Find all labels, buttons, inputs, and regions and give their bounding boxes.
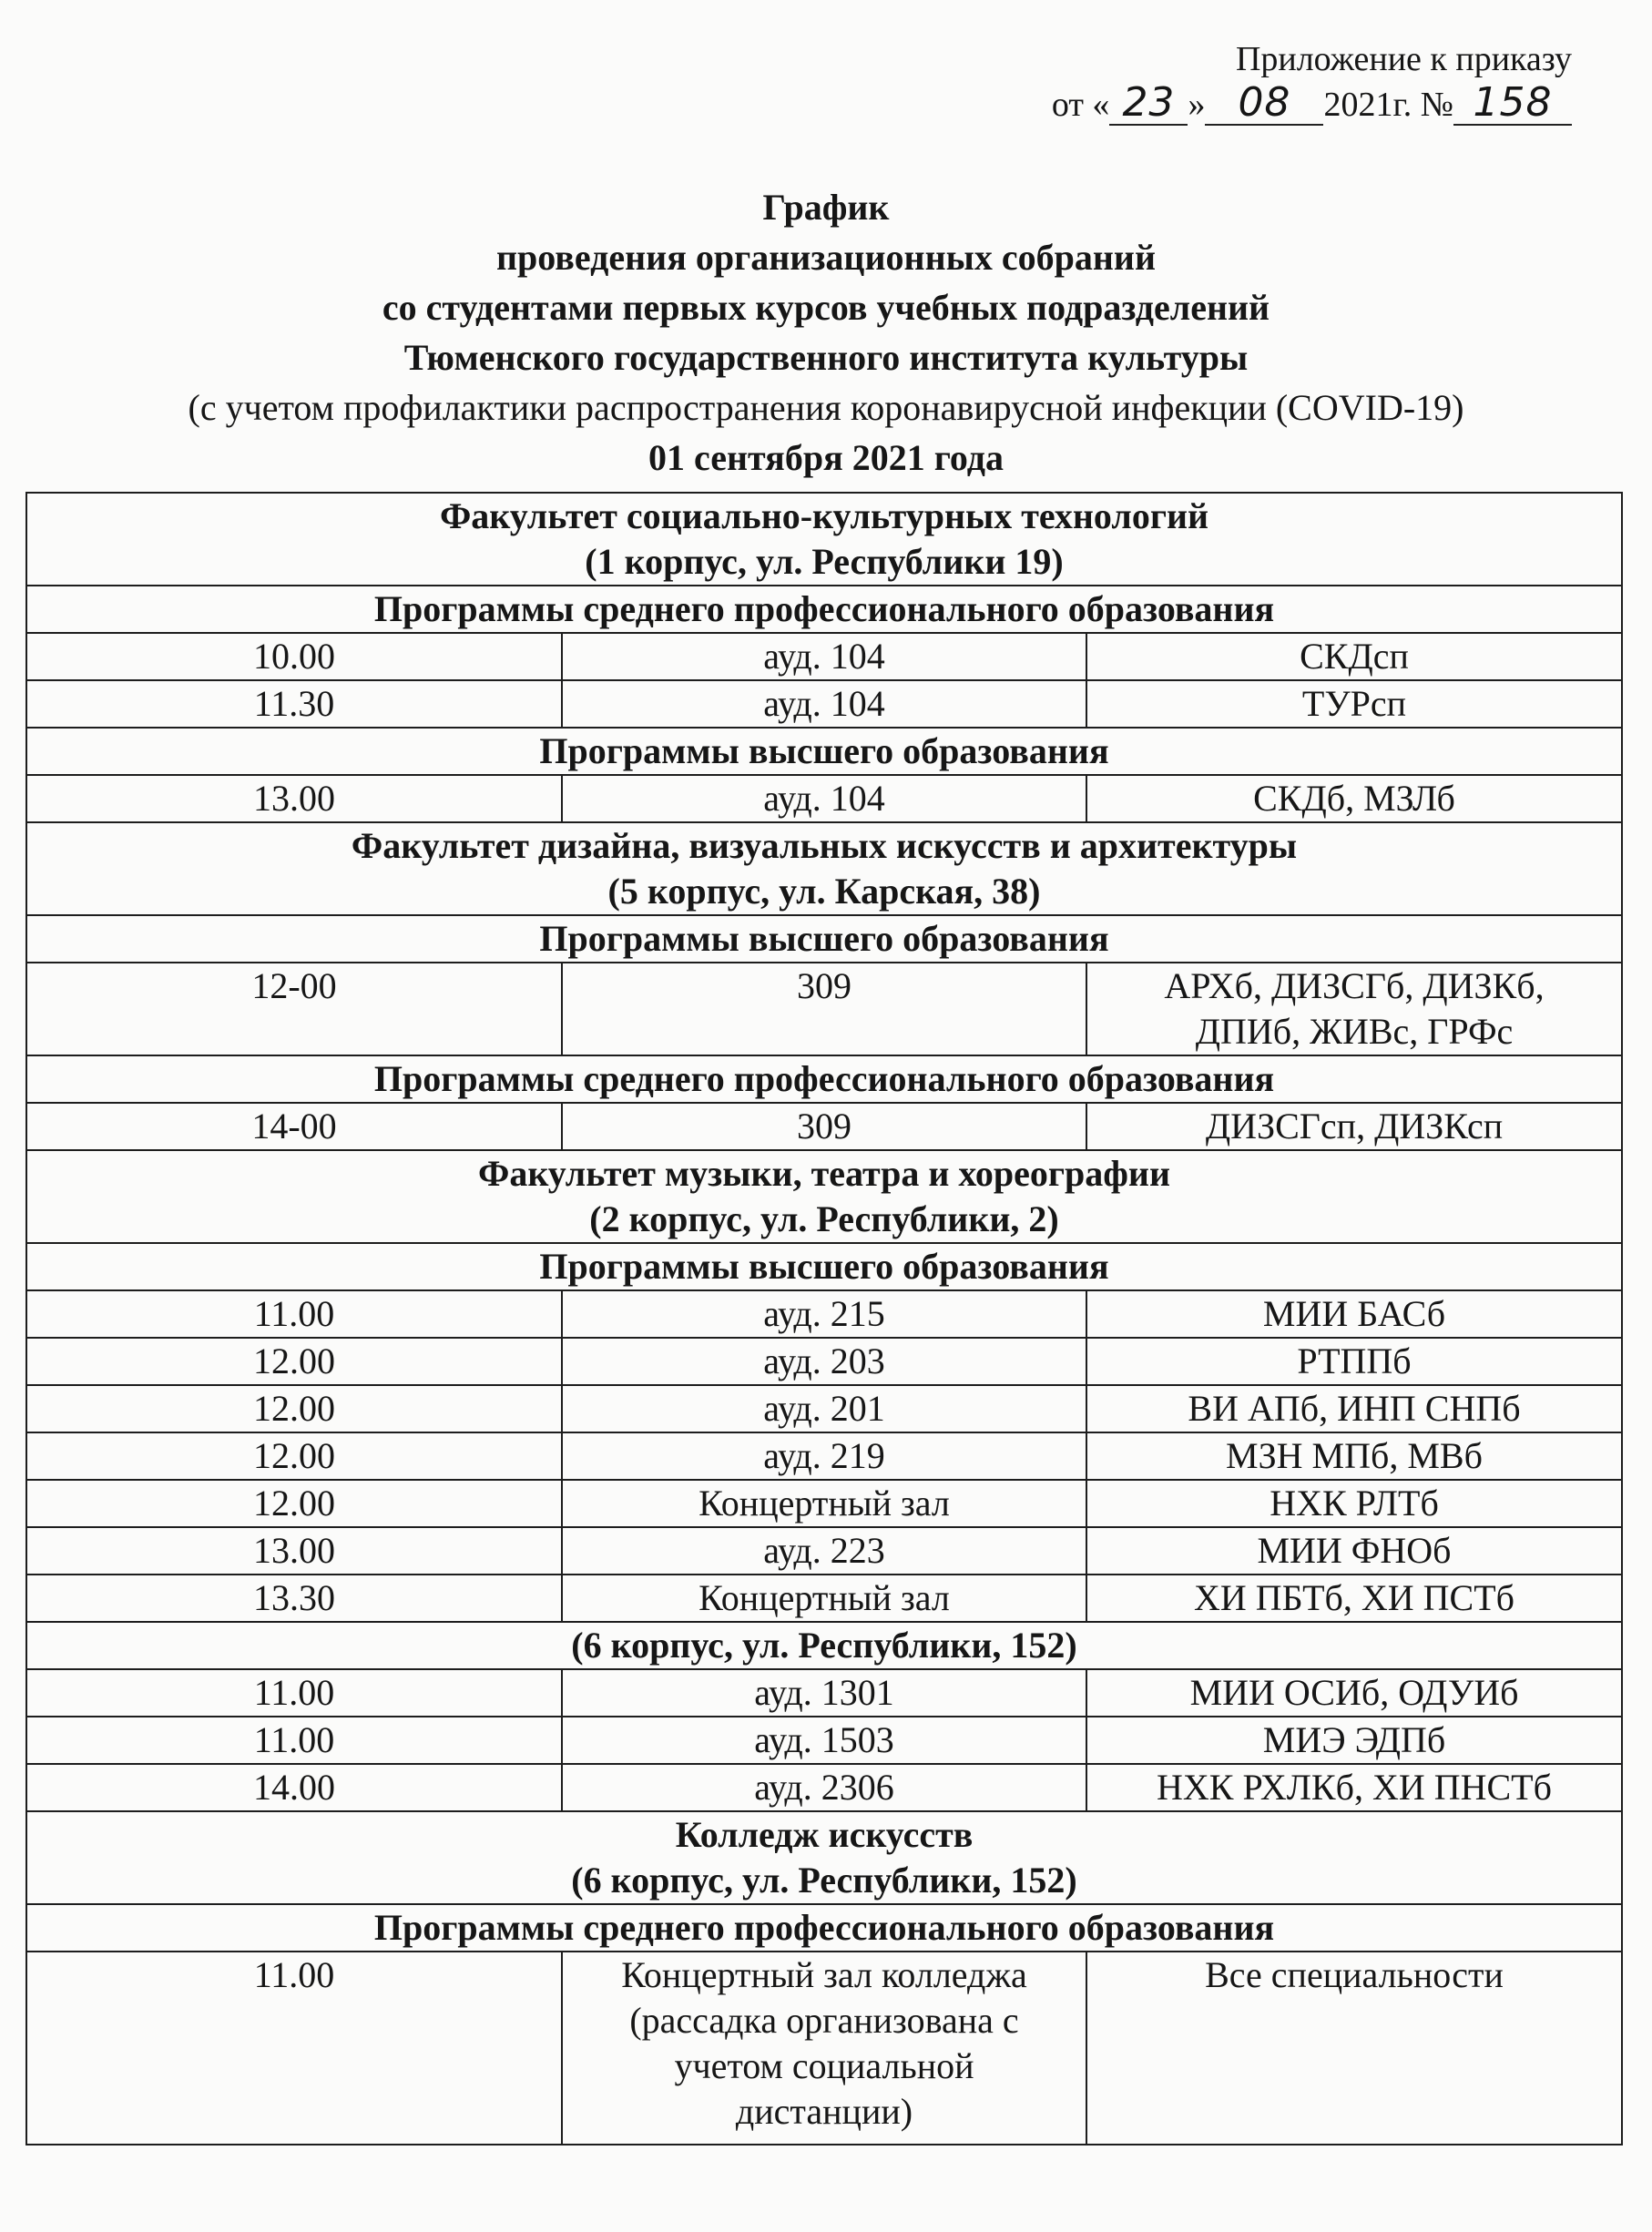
faculty-name: Колледж искусств: [675, 1814, 974, 1855]
table-row: [26, 1717, 1622, 1764]
schedule-table: [25, 492, 1623, 2145]
room-line-3: учетом социальной: [674, 2045, 974, 2086]
title-line-2: проведения организационных собраний: [496, 237, 1156, 278]
groups-cell: МИИ БАСб: [1086, 1290, 1622, 1338]
room-cell: ауд. 203: [562, 1338, 1086, 1385]
time-cell: 11.00: [26, 1952, 562, 2145]
time-cell: 14-00: [26, 1103, 562, 1150]
time-cell: 11.00: [26, 1290, 562, 1338]
title-line-1: График: [762, 187, 890, 228]
table-row: [26, 1480, 1622, 1527]
time-cell: 13.00: [26, 775, 562, 822]
faculty-header: [26, 822, 1622, 915]
room-line-1: Концертный зал колледжа: [621, 1954, 1027, 1995]
room-cell: ауд. 219: [562, 1432, 1086, 1480]
room-cell: ауд. 215: [562, 1290, 1086, 1338]
room-cell: ауд. 223: [562, 1527, 1086, 1575]
groups-cell: РТППб: [1086, 1338, 1622, 1385]
time-cell: 11.00: [26, 1717, 562, 1764]
room-cell: ауд. 104: [562, 680, 1086, 728]
time-cell: 12.00: [26, 1385, 562, 1432]
room-cell: [562, 1952, 1086, 2145]
room-cell: ауд. 1301: [562, 1669, 1086, 1717]
time-cell: 13.00: [26, 1527, 562, 1575]
annex-quote: »: [1188, 86, 1206, 124]
handwritten-day: 23: [1109, 82, 1188, 126]
groups-cell: МЗН МПб, МВб: [1086, 1432, 1622, 1480]
room-cell: 309: [562, 1103, 1086, 1150]
groups-cell: ВИ АПб, ИНП СНПб: [1086, 1385, 1622, 1432]
room-cell: ауд. 1503: [562, 1717, 1086, 1764]
program-label: Программы среднего профессионального образования: [26, 1055, 1622, 1103]
title-date: 01 сентября 2021 года: [648, 437, 1004, 478]
title-line-5: (с учетом профилактики распространения коронавирусной инфекции (COVID-19): [188, 387, 1464, 428]
program-header: [26, 1243, 1622, 1290]
time-cell: 13.30: [26, 1575, 562, 1622]
table-row: [26, 1103, 1622, 1150]
table-row: [26, 1290, 1622, 1338]
program-header: [26, 915, 1622, 963]
program-label: Программы высшего образования: [26, 1243, 1622, 1290]
location-subheader: [26, 1622, 1622, 1669]
faculty-header: [26, 493, 1622, 586]
faculty-cell: [26, 1811, 1622, 1904]
time-cell: 12.00: [26, 1338, 562, 1385]
title-line-4: Тюменского государственного института культуры: [403, 337, 1249, 378]
annex-from: от «: [1051, 86, 1110, 124]
location-label: (6 корпус, ул. Республики, 152): [26, 1622, 1622, 1669]
annex-year: 2021г. №: [1323, 86, 1453, 124]
table-row: [26, 1338, 1622, 1385]
table-row: [26, 633, 1622, 680]
program-label: Программы среднего профессионального образования: [26, 586, 1622, 633]
room-cell: ауд. 104: [562, 633, 1086, 680]
faculty-cell: [26, 1150, 1622, 1243]
time-cell: 12-00: [26, 963, 562, 1055]
table-row: [26, 775, 1622, 822]
groups-cell: МИИ ФНОб: [1086, 1527, 1622, 1575]
program-header: [26, 586, 1622, 633]
program-label: Программы среднего профессионального образования: [26, 1904, 1622, 1952]
faculty-name: Факультет социально-культурных технологий: [439, 495, 1209, 536]
groups-cell: ДИЗСГсп, ДИЗКсп: [1086, 1103, 1622, 1150]
program-header: [26, 728, 1622, 775]
order-annex-note: [1052, 36, 1572, 127]
groups-cell: ХИ ПБТб, ХИ ПСТб: [1086, 1575, 1622, 1622]
annex-order-ref: [1051, 79, 1572, 127]
time-cell: 12.00: [26, 1432, 562, 1480]
table-row: [26, 1669, 1622, 1717]
table-row: [26, 1764, 1622, 1811]
faculty-address: (5 корпус, ул. Карская, 38): [607, 871, 1041, 912]
program-header: [26, 1055, 1622, 1103]
table-row: [26, 680, 1622, 728]
groups-line-1: АРХб, ДИЗСГб, ДИЗКб,: [1164, 965, 1545, 1006]
room-cell: Концертный зал: [562, 1575, 1086, 1622]
faculty-address: (6 корпус, ул. Республики, 152): [571, 1860, 1077, 1901]
room-line-4: дистанции): [735, 2091, 913, 2132]
time-cell: 12.00: [26, 1480, 562, 1527]
document-title: [0, 182, 1652, 483]
groups-line-2: ДПИб, ЖИВс, ГРФс: [1195, 1011, 1514, 1052]
groups-cell: МИИ ОСИб, ОДУИб: [1086, 1669, 1622, 1717]
table-row: [26, 1575, 1622, 1622]
faculty-cell: [26, 822, 1622, 915]
table-row: [26, 1527, 1622, 1575]
groups-cell: ТУРсп: [1086, 680, 1622, 728]
room-cell: ауд. 104: [562, 775, 1086, 822]
groups-cell: СКДб, МЗЛб: [1086, 775, 1622, 822]
handwritten-number: 158: [1453, 82, 1572, 126]
faculty-header: [26, 1150, 1622, 1243]
faculty-name: Факультет дизайна, визуальных искусств и архитектуры: [351, 825, 1298, 866]
program-header: [26, 1904, 1622, 1952]
time-cell: 14.00: [26, 1764, 562, 1811]
handwritten-month: 08: [1205, 82, 1323, 126]
program-label: Программы высшего образования: [26, 728, 1622, 775]
time-cell: 11.30: [26, 680, 562, 728]
groups-cell: НХК РХЛКб, ХИ ПНСТб: [1086, 1764, 1622, 1811]
time-cell: 10.00: [26, 633, 562, 680]
program-label: Программы высшего образования: [26, 915, 1622, 963]
table-row: [26, 1432, 1622, 1480]
faculty-header: [26, 1811, 1622, 1904]
faculty-address: (1 корпус, ул. Республики 19): [585, 541, 1064, 582]
time-cell: 11.00: [26, 1669, 562, 1717]
groups-cell: СКДсп: [1086, 633, 1622, 680]
groups-cell: МИЭ ЭДПб: [1086, 1717, 1622, 1764]
room-cell: ауд. 201: [562, 1385, 1086, 1432]
annex-title: Приложение к приказу: [1235, 40, 1572, 78]
table-row: [26, 1952, 1622, 2145]
table-row: [26, 1385, 1622, 1432]
room-cell: Концертный зал: [562, 1480, 1086, 1527]
groups-cell: НХК РЛТб: [1086, 1480, 1622, 1527]
faculty-address: (2 корпус, ул. Республики, 2): [589, 1198, 1059, 1239]
room-cell: 309: [562, 963, 1086, 1055]
groups-cell: [1086, 963, 1622, 1055]
table-row: [26, 963, 1622, 1055]
room-cell: ауд. 2306: [562, 1764, 1086, 1811]
groups-cell: Все специальности: [1086, 1952, 1622, 2145]
title-line-3: со студентами первых курсов учебных подразделений: [382, 287, 1270, 328]
faculty-cell: [26, 493, 1622, 586]
room-line-2: (рассадка организована с: [629, 2000, 1019, 2041]
faculty-name: Факультет музыки, театра и хореографии: [477, 1153, 1171, 1194]
